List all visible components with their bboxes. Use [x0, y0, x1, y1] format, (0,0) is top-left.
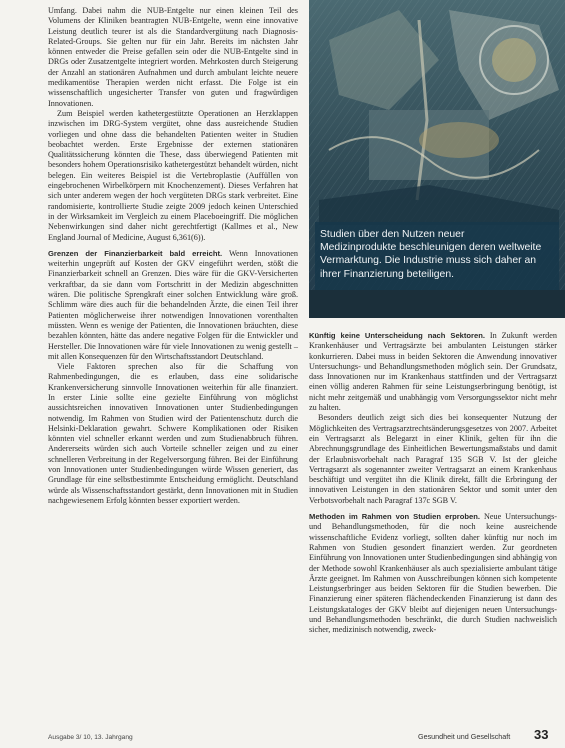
- footer-issue: Ausgabe 3/ 10, 13. Jahrgang: [48, 734, 133, 741]
- left-paragraph-2: Zum Beispiel werden kathetergestützte Operationen an Herzklappen inzwischen im DRG-System vergütet, ohne dass ausreichende Studien vorliegen und ohne dass die behandelten Patienten weiter in Studien beobachtet werden. Erste Ergebnisse der externen stationären Qualitätssicherung könnten die These, dass überwiegend Patienten mit besonders hohem Operationsrisiko kathetergestützt behandelt würden, nicht belegen. Ein weiteres Beispiel ist die Vertebroplastie (Auffüllen von eingebrochenen Wirbelkörpern mit Knochenzement). Dieses Verfahren hat sich unter anderem wegen der hoch vergüteten DRGs stark verbreitet. Eine randomisierte, kontrollierte Studie zeigte 2009 jedoch keinen Unterschied in der Wirksamkeit im Vergleich zu einem Placeboeingriff. Die möglichen Nebenwirkungen sind daher nicht gerechtfertigt (Kallmes et al., New England Journal of Medicine, August 6,361(6)).: [48, 108, 298, 242]
- right-section-1-paragraph-2: Besonders deutlich zeigt sich dies bei konsequenter Nutzung der Möglichkeiten des Vertragsarztrechtsänderungsgesetzes von 2007. Arbeitet ein Vertragsarzt als Belegarzt in einer Klinik, gelten für ihn die Abrechnungsgrundlage des Einheitlichen Bewertungsmaßstabs und damit der Erlaubnisvorbehalt nach Paragraf 135 SGB V. Ist der gleiche Vertragsarzt als sogenannter zweiter Vertragsarzt an einem Krankenhaus beschäftigt und vergütet ihn die Klinik direkt, fällt die Erbringung der innovativen Leistungen in den stationären Sektor und somit unter den Verbotsvorbehalt nach Paragraf 137c SGB V.: [309, 413, 557, 505]
- footer-magazine-title: Gesundheit und Gesellschaft: [418, 732, 511, 741]
- left-section-paragraph-1: [48, 249, 298, 362]
- right-column: [309, 331, 557, 636]
- section-heading-sektoren: Künftig keine Unterscheidung nach Sektoren.: [309, 331, 485, 340]
- left-section-paragraph-2: Viele Faktoren sprechen also für die Schaffung von Rahmenbedingungen, die es erlauben, dass eine solidarische Krankenversicherung sinnvolle Innovationen weiterhin für alle finanziert. In erster Linie sollte eine gezielte Einführung von möglichst aussichtsreichen innovativen Innovationen unter Studienbedingungen notwendig. Im Rahmen von Studien wird der Patientenschutz durch die Helsinki-Deklaration gewahrt. Schwere Komplikationen oder Risiken könnten viel schneller erkannt werden und zum Studienabbruch führen. Andererseits würden sich auch Vorteile schneller zeigen und zu einer schnelleren Verbreitung in der Regelversorgung führen. Bei der Einführung von Innovationen unter Studienbedingungen würde Wissen generiert, das Grundlage für eine selbstbestimmte Entscheidung ermöglicht. Deutschland würde als Wissenschaftsstandort gestärkt, denn Innovationen mit in Studien nachgewiesenem Erfolg könnten besser exportiert werden.: [48, 362, 298, 505]
- section-heading-studien: Methoden im Rahmen von Studien erproben.: [309, 512, 481, 522]
- left-column: [48, 6, 298, 506]
- left-section-text-1: Wenn Innovationen weiterhin ungeprüft auf Kosten der GKV eingeführt werden, stößt die Finanzierbarkeit schnell an Grenzen. Dies wäre für die GKV-Versicherten verkraftbar, da sie dann vom Fortschritt in der Medizin abgeschnitten wären. Die politische Sprengkraft einer solchen Entwicklung wäre groß. Schlimm wäre dies auch für die behandelnden Ärzte, die einen Teil ihrer Patienten möglicherweise ihrer notwendigen Innovationen vorenthalten müssten. Wenn es wenige der Patienten, die Innovationen bräuchten, diese bezahlen könnten, hätte das andere negative Folgen für die Entwickler und Hersteller. Die Innovationen wäre für viele Innovationen zu wenig gestellt – mit allen Konsequenzen für den Wirtschaftsstandort Deutschland.: [48, 248, 299, 361]
- left-paragraph-1: Umfang. Dabei nahm die NUB-Entgelte nur einen kleinen Teil des Volumens der Kliniken beantragten NUB-Entgelte, wenn eine innovative Leistung deutlich teurer ist als die Standardvergütung nach Diagnosis-Related-Groups. Sie gelten nur für ein Jahr. Bereits im nächsten Jahr können entweder die Preise gefallen sein oder die NUB-Entgelte sind in DRGs oder Zusatzentgelte integriert worden. Mehrkosten durch Steigerung der Anzahl an stationären Aufnahmen und durch ambulant leichte neuere medikamentöse Therapien werden nicht erfasst. Die Folge ist ein wissenschaftlich ungesicherter Transfer von guten und fragwürdigen Innovationen.: [48, 6, 298, 108]
- right-section-2-text-1: Neue Untersuchungs- und Behandlungsmethoden, für die noch keine ausreichende wissenschaftliche Evidenz vorliegt, sollten daher künftig nur noch im Rahmen von Studien gesondert finanziert werden. Zur geordneten Einführung von Innovationen unter Studienbedingungen sind abhängig von der Methode sowohl Krankenhäuser als auch spezialisierte ambulant tätige Ärzte geeignet. Im Rahmen von Ausschreibungen können sich kompetente Leistungserbringer aus beiden Sektoren für die Studien bewerben. Die Finanzierung einer späteren flächendeckenden Finanzierung ist dann des Leistungskataloges der GKV bleibt auf diejenigen neuen Untersuchungs- und Behandlungsmethoden beschränkt, die durch Studien nachweislich sicher, medizinisch notwendig, zweck-: [309, 512, 558, 635]
- page-number: 33: [534, 727, 549, 742]
- section-heading-finanzierbarkeit: Grenzen der Finanzierbarkeit bald erreicht.: [48, 248, 223, 258]
- right-section-1-text-1: In Zukunft werden Krankenhäuser und Vertragsärzte bei ambulanten Leistungen stärker konkurrieren. Dabei muss in beiden Sektoren die Anwendung innovativer Untersuchungs- und Behandlungsmethoden möglich sein. Der Grundsatz, dass Innovationen nur im Krankenhaus stattfinden und der Vertragsarzt einen völlig anderen Rahmen für seine Leistungserbringung benötigt, ist nicht mehr zeitgemäß und unabhängig vom Versorgungssektor nicht mehr zu halten.: [309, 331, 558, 413]
- right-section-2-paragraph-1: [309, 512, 557, 636]
- figure-caption: Studien über den Nutzen neuer Medizinprodukte beschleunigen deren weltweite Vermarktung. Die Industrie muss sich daher an ihrer Finanzierung beteiligen.: [320, 229, 542, 280]
- right-section-1-paragraph-1: [309, 331, 557, 413]
